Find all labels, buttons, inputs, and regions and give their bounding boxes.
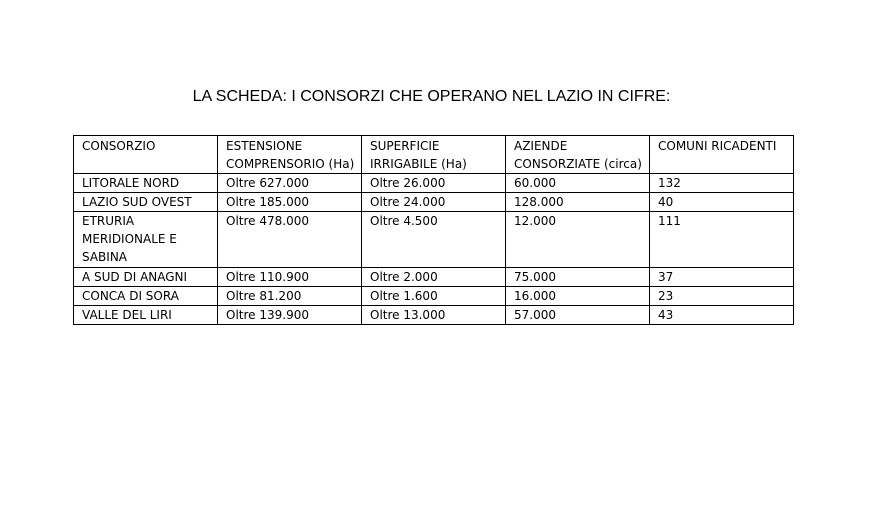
cell-comuni: 43 xyxy=(650,306,794,325)
cell-comuni: 23 xyxy=(650,287,794,306)
cell-estensione: Oltre 81.200 xyxy=(218,287,362,306)
header-cell-aziende: AZIENDE CONSORZIATE (circa) xyxy=(506,136,650,174)
cell-aziende: 60.000 xyxy=(506,174,650,193)
cell-comuni: 111 xyxy=(650,212,794,268)
document-title-text: LA SCHEDA: I CONSORZI CHE OPERANO NEL LAZIO IN CIFRE: xyxy=(192,88,671,105)
cell-aziende: 12.000 xyxy=(506,212,650,268)
cell-aziende: 16.000 xyxy=(506,287,650,306)
cell-estensione: Oltre 110.900 xyxy=(218,268,362,287)
cell-consorzio: VALLE DEL LIRI xyxy=(74,306,218,325)
table-row xyxy=(74,306,794,325)
cell-aziende: 75.000 xyxy=(506,268,650,287)
header-cell-comuni: COMUNI RICADENTI xyxy=(650,136,794,174)
table-row xyxy=(74,174,794,193)
cell-superficie: Oltre 1.600 xyxy=(362,287,506,306)
consorzi-table xyxy=(73,135,794,325)
cell-superficie: Oltre 24.000 xyxy=(362,193,506,212)
table-row xyxy=(74,287,794,306)
cell-consorzio: CONCA DI SORA xyxy=(74,287,218,306)
cell-estensione: Oltre 139.900 xyxy=(218,306,362,325)
table-header-row xyxy=(74,136,794,174)
cell-estensione: Oltre 185.000 xyxy=(218,193,362,212)
header-cell-superficie: SUPERFICIE IRRIGABILE (Ha) xyxy=(362,136,506,174)
cell-superficie: Oltre 26.000 xyxy=(362,174,506,193)
cell-consorzio: A SUD DI ANAGNI xyxy=(74,268,218,287)
table-row xyxy=(74,193,794,212)
cell-superficie: Oltre 13.000 xyxy=(362,306,506,325)
table-row xyxy=(74,212,794,268)
cell-consorzio: LAZIO SUD OVEST xyxy=(74,193,218,212)
cell-aziende: 128.000 xyxy=(506,193,650,212)
cell-comuni: 40 xyxy=(650,193,794,212)
cell-aziende: 57.000 xyxy=(506,306,650,325)
header-cell-estensione: ESTENSIONE COMPRENSORIO (Ha) xyxy=(218,136,362,174)
header-cell-consorzio: CONSORZIO xyxy=(74,136,218,174)
cell-estensione: Oltre 478.000 xyxy=(218,212,362,268)
cell-comuni: 132 xyxy=(650,174,794,193)
cell-estensione: Oltre 627.000 xyxy=(218,174,362,193)
cell-superficie: Oltre 2.000 xyxy=(362,268,506,287)
cell-superficie: Oltre 4.500 xyxy=(362,212,506,268)
table-row xyxy=(74,268,794,287)
cell-consorzio: ETRURIA MERIDIONALE E SABINA xyxy=(74,212,218,268)
document-title xyxy=(0,87,871,107)
cell-consorzio: LITORALE NORD xyxy=(74,174,218,193)
cell-comuni: 37 xyxy=(650,268,794,287)
